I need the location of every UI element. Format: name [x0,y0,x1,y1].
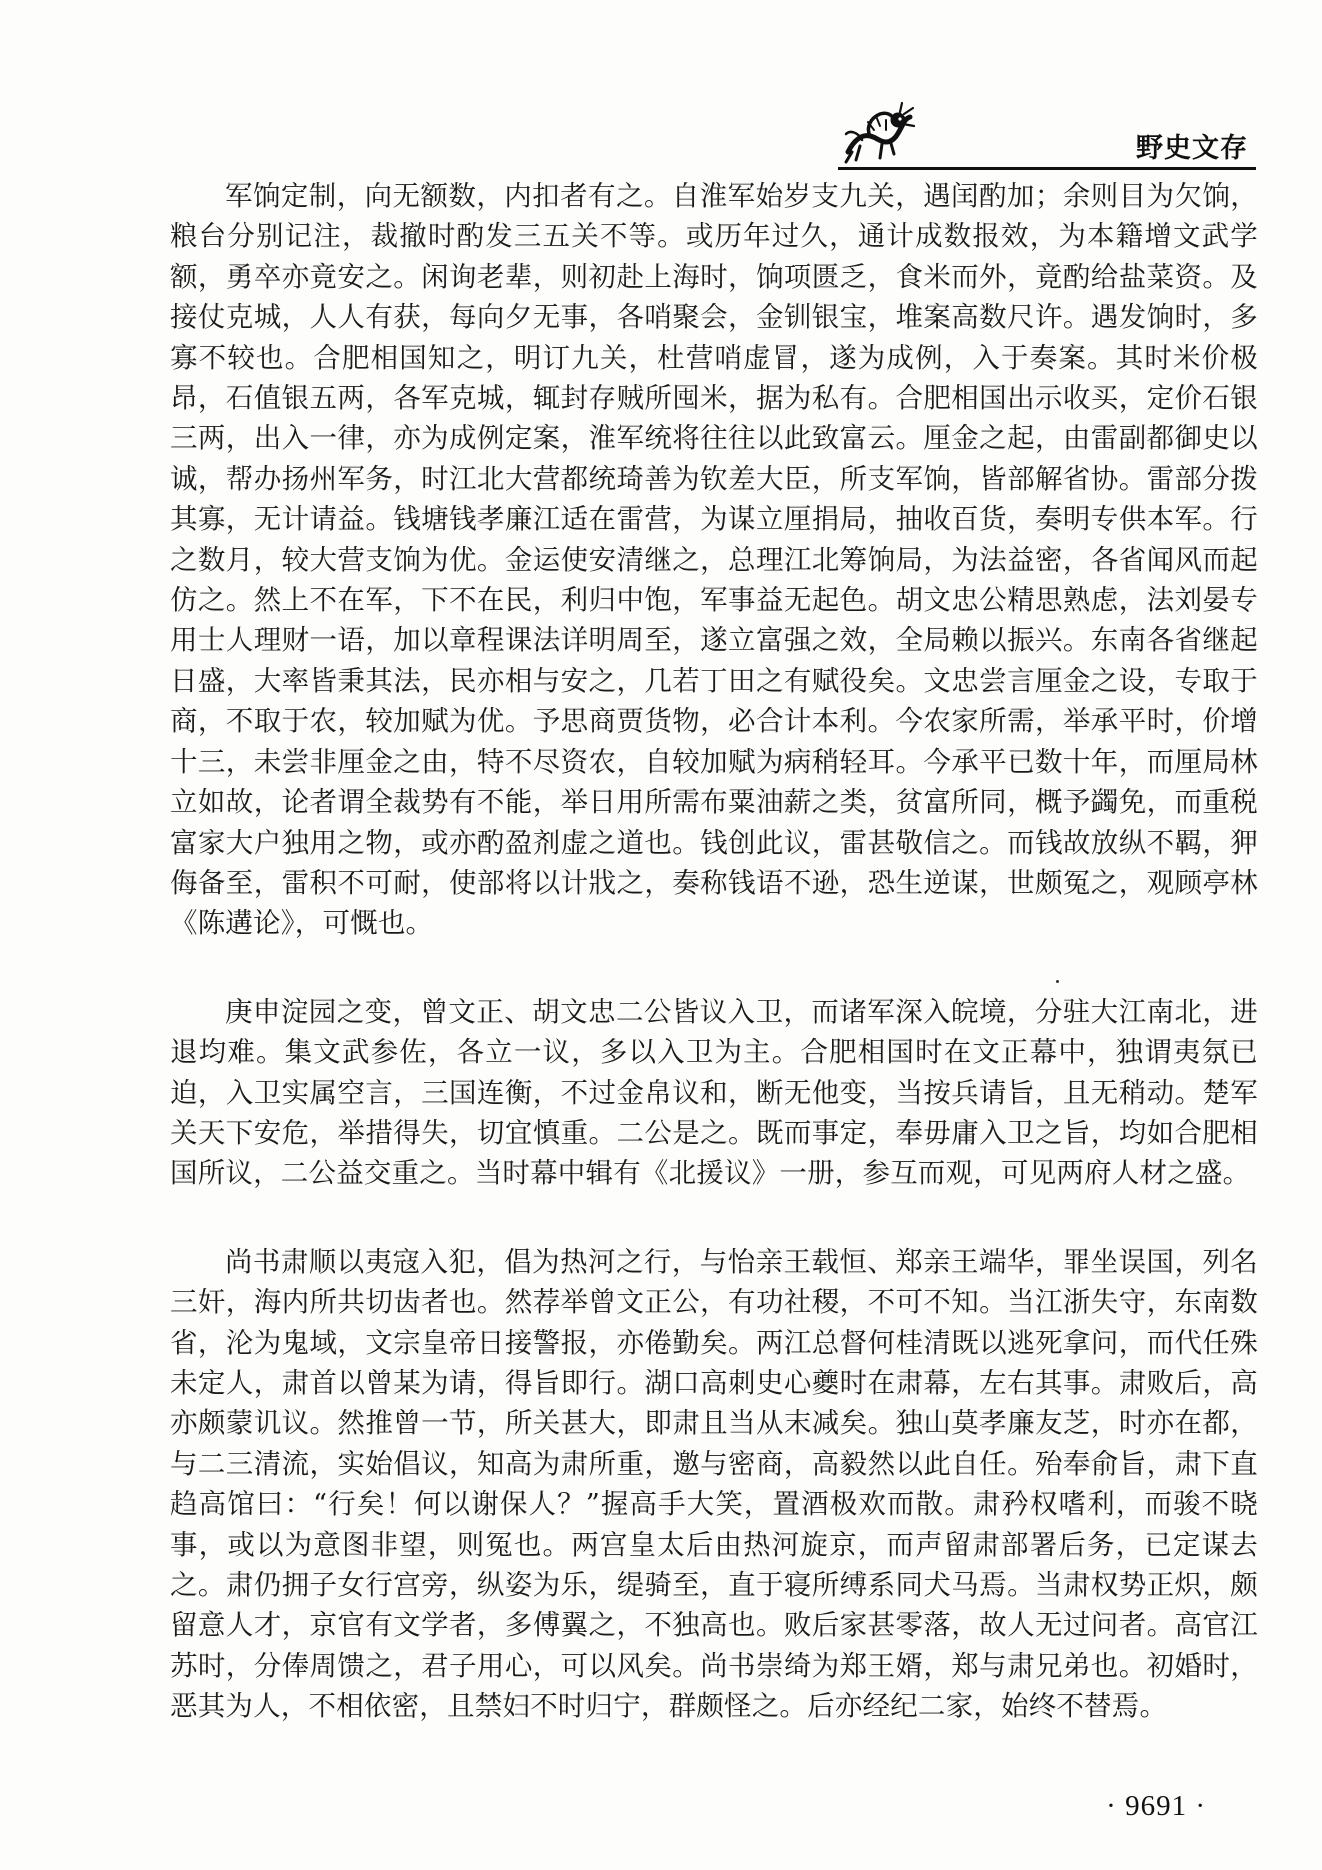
header-rule [838,167,1256,170]
scan-speck [1056,980,1059,983]
body-text [170,176,1258,1727]
header-title: 野史文存 [1136,133,1248,164]
paragraph-1: 军饷定制，向无额数，内扣者有之。自淮军始岁支九关，遇闰酌加；余则目为欠饷，粮台分别记注，裁撤时酌发三五关不等。或历年过久，通计成数报效，为本籍增文武学额，勇卒亦竟安之。闲询老辈，则初赴上海时，饷项匮乏，食米而外，竟酌给盐菜资。及接仗克城，人人有获，每向夕无事，各哨聚会，金钏银宝，堆案高数尺许。遇发饷时，多寡不较也。合肥相国知之，明订九关，杜营哨虚冒，遂为成例，入于奏案。其时米价极昂，石值银五两，各军克城，辄封存贼所囤米，据为私有。合肥相国出示收买，定价石银三两，出入一律，亦为成例定案，淮军统将往往以此致富云。厘金之起，由雷副都御史以诚，帮办扬州军务，时江北大营都统琦善为钦差大臣，所支军饷，皆部解省协。雷部分拨其寡，无计请益。钱塘钱孝廉江适在雷营，为谋立厘捐局，抽收百货，奏明专供本军。行之数月，较大营支饷为优。金运使安清继之，总理江北筹饷局，为法益密，各省闻风而起仿之。然上不在军，下不在民，利归中饱，军事益无起色。胡文忠公精思熟虑，法刘晏专用士人理财一语，加以章程课法详明周至，遂立富强之效，全局赖以振兴。东南各省继起日盛，大率皆秉其法，民亦相与安之，几若丁田之有赋役矣。文忠尝言厘金之设，专取于商，不取于农，较加赋为优。予思商贾货物，必合计本利。今农家所需，举承平时，价增十三，未尝非厘金之由，特不尽资农，自较加赋为病稍轻耳。今承平已数十年，而厘局林立如故，论者谓全裁势有不能，举日用所需布粟油薪之类，贫富所同，概予蠲免，而重税富家大户独用之物，或亦酌盈剂虚之道也。钱创此议，雷甚敬信之。而钱故放纵不羁，狎侮备至，雷积不可耐，使部将以计戕之，奏称钱语不逊，恐生逆谋，世颇冤之，观顾亭林《陈遘论》，可慨也。 [170,180,1258,940]
dragon-emblem-icon [840,100,916,168]
running-header [840,100,1258,168]
page-number: · 9691 · [1106,1790,1206,1822]
paragraph-3: 尚书肃顺以夷寇入犯，倡为热河之行，与怡亲王载恒、郑亲王端华，罪坐误国，列名三奸，海内所共切齿者也。然荐举曾文正公，有功社稷，不可不知。当江浙失守，东南数省，沦为鬼域，文宗皇帝日接警报，亦倦勤矣。两江总督何桂清既以逃死拿问，而代任殊未定人，肃首以曾某为请，得旨即行。湖口高刺史心夔时在肃幕，左右其事。肃败后，高亦颇蒙讥议。然推曾一节，所关甚大，即肃且当从末减矣。独山莫孝廉友芝，时亦在都，与二三清流，实始倡议，知高为肃所重，邀与密商，高毅然以此自任。殆奉俞旨，肃下直趋高馆曰：“行矣！何以谢保人？”握高手大笑，置酒极欢而散。肃矜权嗜利，而骏不晓事，或以为意图非望，则冤也。两宫皇太后由热河旋京，而声留肃部署后务，已定谋去之。肃仍拥子女行宫旁，纵姿为乐，缇骑至，直于寝所缚系同犬马焉。当肃权势正炽，颇留意人才，京官有文学者，多傅翼之，不独高也。败后家甚零落，故人无过问者。高官江苏时，分俸周馈之，君子用心，可以风矣。尚书崇绮为郑王婿，郑与肃兄弟也。初婚时，恶其为人，不相依密，且禁妇不时归宁，群颇怪之。后亦经纪二家，始终不替焉。 [170,1245,1258,1723]
paragraph-2: 庚申淀园之变，曾文正、胡文忠二公皆议入卫，而诸军深入皖境，分驻大江南北，进退均难。集文武参佐，各立一议，多以入卫为主。合肥相国时在文正幕中，独谓夷氛已迫，入卫实属空言，三国连衡，不过金帛议和，断无他变，当按兵请旨，且无稍动。楚军关天下安危，举措得失，切宜慎重。二公是之。既而事定，奉毋庸入卫之旨，均如合肥相国所议，二公益交重之。当时幕中辑有《北援议》一册，参互而观，可见两府人材之盛。 [170,995,1258,1190]
